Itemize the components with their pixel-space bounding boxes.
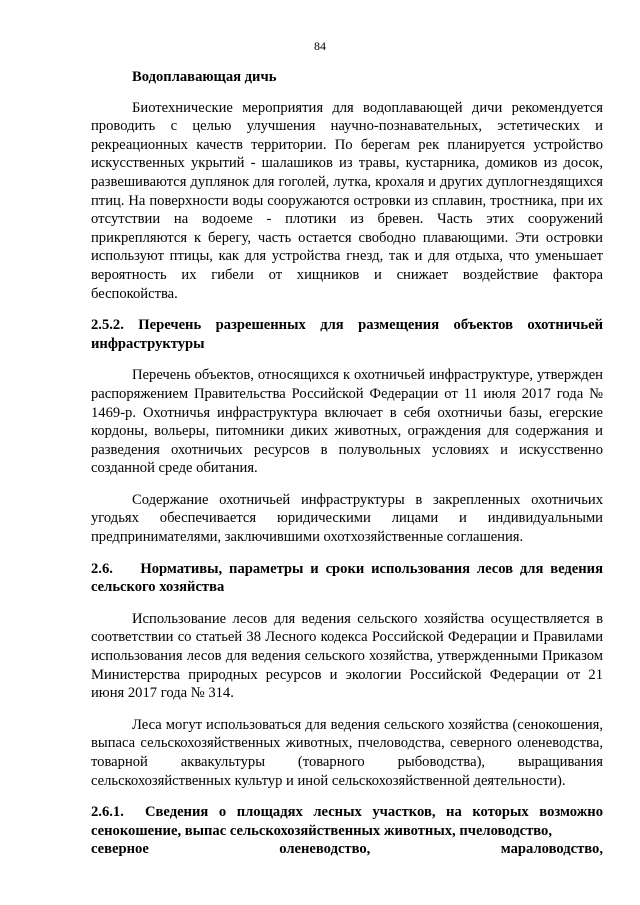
page-content xyxy=(91,68,603,859)
section-number: 2.5.2. xyxy=(91,317,124,334)
section-title: Перечень разрешенных для размещения объектов охотничьей инфраструктуры xyxy=(91,317,603,352)
paragraph-forest-use-types: Леса могут использоваться для ведения сельского хозяйства (сенокошения, выпаса сельскохозяйственных животных, пчеловодства, северного оленеводства, товарной аквакультуры (товарного рыбоводства), выращивания сельскохозяйственных культур и иной сельскохозяйственной деятельности). xyxy=(91,716,603,789)
paragraph-infrastructure-list: Перечень объектов, относящихся к охотничьей инфраструктуре, утвержден распоряжением Правительства Российской Федерации от 11 июля 2017 года № 1469-р. Охотничья инфраструктура включает в себя охотничьи базы, егерские кордоны, вольеры, питомники диких животных, ограждения для содержания и разведения охотничьих ресурсов в полувольных условиях и искусственно созданной среде обитания. xyxy=(91,367,603,477)
section-number: 2.6. xyxy=(91,560,113,577)
heading-word: оленеводство, xyxy=(279,841,371,858)
heading-word: мараловодство, xyxy=(500,841,603,858)
section-heading-2-6-1-last-line xyxy=(91,840,603,859)
subheading-waterfowl: Водоплавающая дичь xyxy=(132,69,277,85)
section-heading-2-5-2 xyxy=(91,316,603,353)
section-heading-2-6-1 xyxy=(91,803,603,840)
paragraph-infrastructure-maintenance: Содержание охотничьей инфраструктуры в закрепленных охотничьих угодьях обеспечивается юридическими лицами и индивидуальными предпринимателями, заключившими охотхозяйственные соглашения. xyxy=(91,491,603,546)
paragraph-waterfowl: Биотехнические мероприятия для водоплавающей дичи рекомендуется проводить с целью улучшения научно-познавательных, эстетических и рекреационных качеств территории. По берегам рек планируется устройство искусственных укрытий - шалашиков из травы, кустарника, домиков из досок, развешиваются дуплянок для гоголей, лутка, крохаля и других дуплогнездящихся птиц. На поверхности воды сооружаются островки из сплавин, тростника, при их отсутствии на водоеме - плотики из бревен. Часть этих сооружений прикрепляются к берегу, часть остается свободно плавающими. Эти островки используют птицы, как для устройства гнезд, так и для отдыха, что уменьшает вероятность их гибели от хищников и снижает воздействие фактора беспокойства. xyxy=(91,99,603,302)
page-number: 84 xyxy=(314,39,326,53)
section-heading-2-6 xyxy=(91,560,603,597)
section-number: 2.6.1. xyxy=(91,804,124,821)
section-title: Сведения о площадях лесных участков, на которых возможно сенокошение, выпас сельскохозяйственных животных, пчеловодство, xyxy=(91,804,603,839)
section-title: Нормативы, параметры и сроки использования лесов для ведения сельского хозяйства xyxy=(91,560,603,596)
paragraph-forest-use-agriculture: Использование лесов для ведения сельского хозяйства осуществляется в соответствии со статьей 38 Лесного кодекса Российской Федерации и Правилами использования лесов для ведения сельского хозяйства, утвержденными Приказом Министерства природных ресурсов и экологии Российской Федерации от 21 июня 2017 года № 314. xyxy=(91,610,603,702)
heading-word: северное xyxy=(91,841,149,858)
